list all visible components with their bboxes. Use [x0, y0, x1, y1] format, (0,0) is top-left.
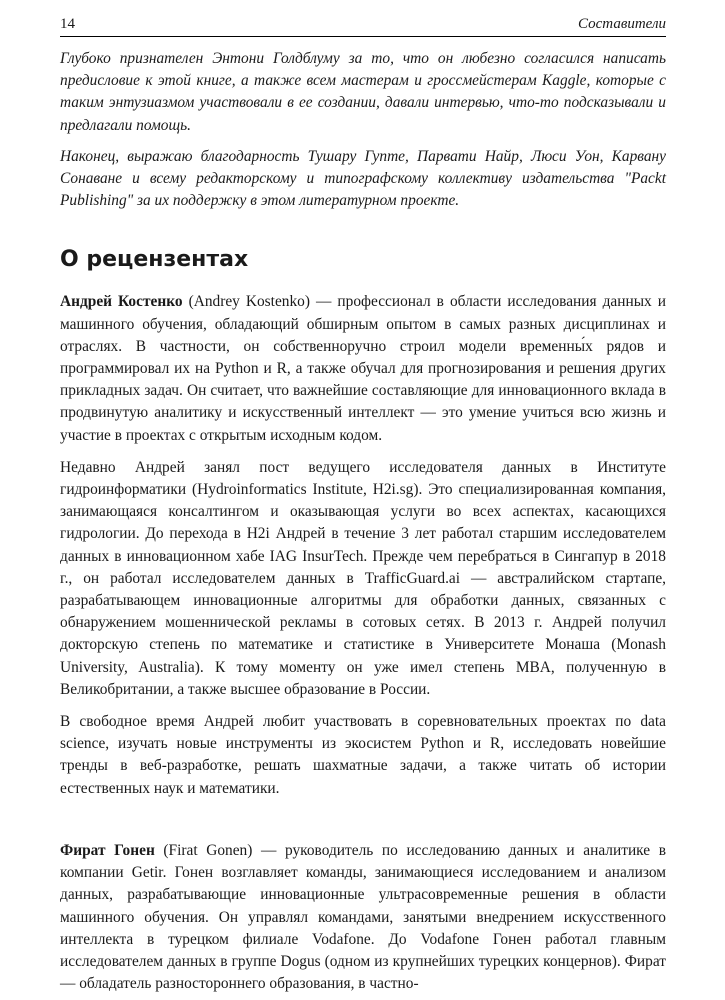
reviewer-paragraph: Недавно Андрей занял пост ведущего исследователя данных в Институте гидроинформатики (Hydroinformatics Institute, H2i.sg). Это специализированная компания, занимающаяся консалтингом и оказывающая услуги во всех аспектах, касающихся гидрологии. До перехода в H2i Андрей в течение 3 лет работал старшим исследователем данных в инновационном хабе IAG InsurTech. Прежде чем перебраться в Сингапур в 2018 г., он работал исследователем данных в TrafficGuard.ai — австралийском стартапе, разрабатывающем инновационные алгоритмы для обработки данных, связанных с обнаружением мошеннической рекламы в сотовых сетях. В 2013 г. Андрей получил докторскую степень по математике и статистике в Университете Монаша (Monash University, Australia). К тому моменту он уже имел степень MBA, полученную в Великобритании, а также высшее образование в России.	[60, 458, 666, 698]
reviewer-name: Фират Гонен	[60, 841, 155, 859]
acknowledgement-paragraph: Глубоко признателен Энтони Голдблуму за то, что он любезно согласился написать предисловие к этой книге, а также всем мастерам и гроссмейстерам Kaggle, которые с таким энтузиазмом участвовали в ее создании, давали интервью, что-то подсказывали и предлагали помощь.	[60, 50, 666, 134]
reviewer-section-gonen	[60, 840, 666, 995]
reviewer-paragraph	[60, 840, 666, 995]
acknowledgement-paragraph: Наконец, выражаю благодарность Тушару Гупте, Парвати Найр, Люси Уон, Карвану Сонаване и всему редакторскому и типографскому коллективу издательства "Packt Publishing" за их поддержку в этом литературном проекте.	[60, 147, 666, 210]
reviewer-paragraph	[60, 291, 666, 446]
reviewer-intro: (Firat Gonen) — руководитель по исследованию данных и аналитике в компании Getir. Гонен возглавляет команды, занимающиеся исследованием и анализом данных, разрабатывающие инновационные ультрасовременные решения в области машинного обучения. Он управлял командами, занятыми внедрением искусственного интеллекта в турецком филиале Vodafone. До Vodafone Гонен работал главным исследователем данных в группе Dogus (одном из крупнейших турецких концернов). Фират — обладатель разностороннего образования, в частно-	[60, 841, 666, 993]
reviewer-paragraph: В свободное время Андрей любит участвовать в соревновательных проектах по data science, изучать новые инструменты из экосистем Python и R, исследовать новейшие тренды в веб-разработке, решать шахматные задачи, а также читать об истории естественных наук и математики.	[60, 713, 666, 797]
reviewer-section-kostenko	[60, 291, 666, 799]
running-header	[60, 14, 666, 36]
page-number: 14	[60, 16, 75, 32]
reviewer-intro: (Andrey Kostenko) — профессионал в области исследования данных и машинного обучения, обладающий обширным опытом в самых разных дисциплинах и отраслях. В частности, он собственноручно строил модели временны́х рядов и программировал их на Python и R, а также обучал для прогнозирования и решения других прикладных задач. Он считает, что важнейшие составляющие для инновационного вклада в продвинутую аналитику и искусственный интеллект — это умение учиться всю жизнь и участие в проектах с открытым исходным кодом.	[60, 293, 666, 444]
reviewer-name: Андрей Костенко	[60, 293, 183, 311]
section-title: Составители	[578, 16, 666, 32]
header-rule	[60, 36, 666, 37]
reviewers-heading: О рецензентах	[60, 247, 249, 273]
page-content	[60, 48, 666, 995]
